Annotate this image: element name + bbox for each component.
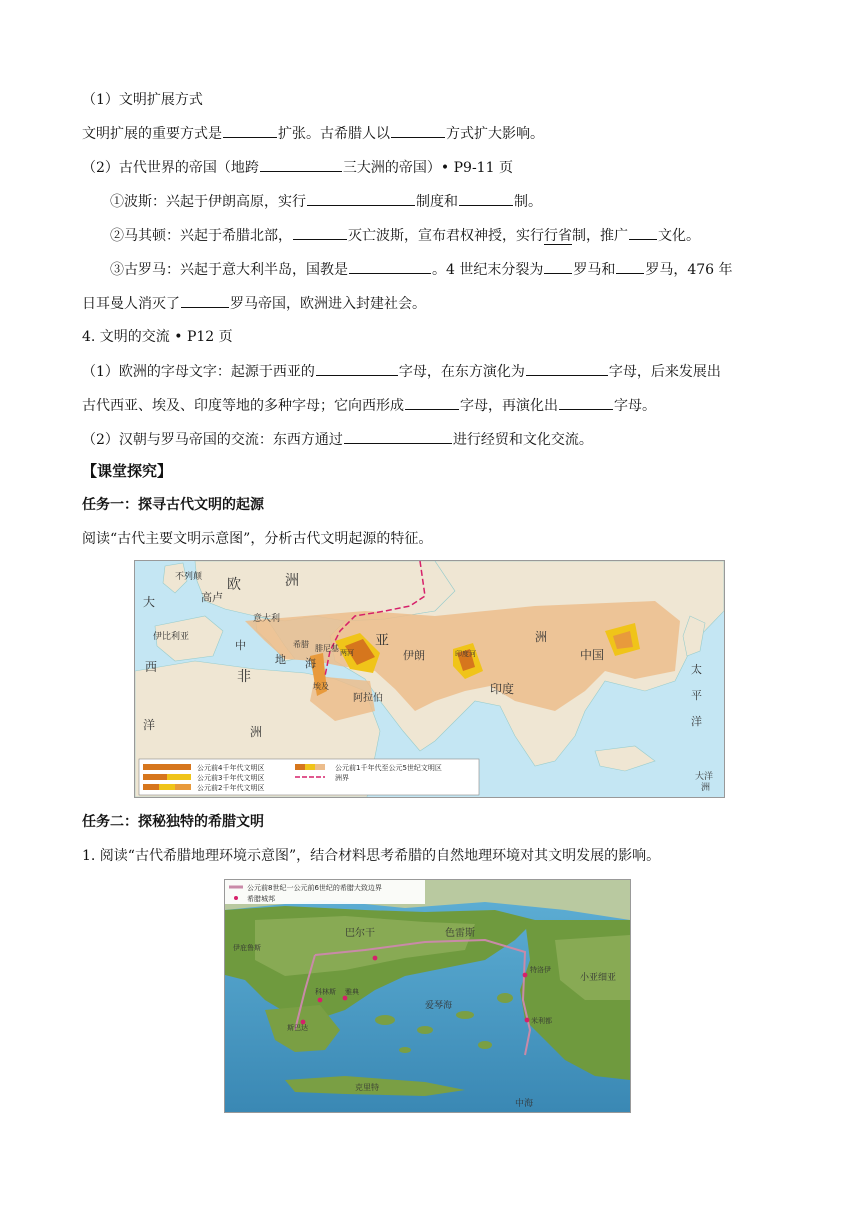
text-line [110, 191, 542, 212]
city-dot [523, 973, 528, 978]
text: ①波斯：兴起于伊朗高原，实行 [110, 194, 306, 210]
fill-blank[interactable] [544, 259, 572, 274]
fill-blank[interactable] [316, 361, 398, 376]
text: 字母。 [614, 398, 656, 414]
text: （1）欧洲的字母文字：起源于西亚的 [82, 364, 315, 380]
legend-swatch-1st-c [315, 764, 325, 770]
city-dot [373, 956, 378, 961]
label-india: 印度 [490, 682, 515, 696]
text-line [82, 123, 544, 144]
text: 灭亡波斯，宣布君权神授，实行 [348, 228, 544, 244]
fill-blank[interactable] [459, 191, 513, 206]
legend-city-dot [234, 896, 238, 900]
legend-label: 希腊城邦 [247, 895, 275, 903]
label-oceania-1: 大洋 [695, 772, 714, 782]
label-iran: 伊朗 [403, 649, 425, 662]
fill-blank[interactable] [629, 225, 657, 240]
ancient-greece-map [224, 879, 631, 1113]
text: ②马其顿：兴起于希腊北部， [110, 228, 292, 244]
label-mesopotamia: 两河 [340, 649, 354, 657]
legend-label: 公元前2千年代文明区 [197, 784, 265, 792]
underlined-text: 行省 [544, 228, 572, 244]
island [417, 1026, 433, 1034]
text: 扩张。古希腊人以 [278, 126, 390, 142]
legend-label: 洲界 [335, 774, 349, 782]
legend-swatch-1st-b [305, 764, 315, 770]
text: 罗马，476 年 [645, 262, 733, 278]
text: （2）古代世界的帝国（地跨 [82, 160, 259, 176]
city-dot [343, 996, 348, 1001]
label-asia-2: 洲 [535, 630, 548, 644]
fill-blank[interactable] [344, 429, 452, 444]
map-svg [135, 561, 724, 797]
label-greece: 希腊 [293, 640, 309, 649]
label-pacific-3: 洋 [691, 715, 702, 728]
text: 三大洲的帝国）• P9-11 页 [342, 160, 513, 176]
map-svg [225, 880, 630, 1112]
text-line [110, 259, 733, 280]
legend-swatch-3rd-a [143, 774, 167, 780]
label-atlantic: 大 [143, 595, 156, 609]
label-asia-minor: 小亚细亚 [580, 973, 617, 983]
legend-swatch-1st-a [295, 764, 305, 770]
label-oceania-2: 洲 [701, 783, 711, 793]
fill-blank[interactable] [559, 395, 613, 410]
fill-blank[interactable] [405, 395, 459, 410]
island [456, 1011, 474, 1019]
label-ocean: 洋 [143, 718, 156, 732]
fill-blank[interactable] [616, 259, 644, 274]
label-indus: 印度河 [455, 650, 476, 658]
label-gaul: 高卢 [201, 591, 223, 604]
text: 罗马帝国，欧洲进入封建社会。 [230, 296, 426, 312]
label-troy: 特洛伊 [530, 966, 551, 974]
text: 制。 [514, 194, 542, 210]
text: 罗马和 [573, 262, 616, 278]
label-med-2: 地 [275, 653, 286, 666]
text: 古代西亚、埃及、印度等地的多种字母；它向西形成 [82, 398, 404, 414]
legend-swatch-2nd-c [175, 784, 191, 790]
text: 字母，在东方演化为 [398, 364, 525, 380]
task-title: 任务一：探寻古代文明的起源 [82, 497, 264, 513]
label-iberia: 伊比利亚 [153, 632, 190, 642]
city-dot [318, 998, 323, 1003]
island [497, 993, 513, 1003]
text-line [82, 429, 593, 450]
label-phoenicia: 腓尼基 [315, 644, 339, 653]
instruction-text: 阅读“古代主要文明示意图”，分析古代文明起源的特征。 [82, 531, 433, 547]
text-line [82, 90, 203, 110]
island [399, 1047, 411, 1053]
section-title: 【课堂探究】 [82, 462, 173, 480]
label-egypt: 埃及 [313, 682, 329, 691]
fill-blank[interactable] [181, 293, 229, 308]
text: （2）汉朝与罗马帝国的交流：东西方通过 [82, 432, 343, 448]
text-line [82, 157, 513, 178]
label-pacific-2: 平 [691, 689, 702, 702]
text: 日耳曼人消灭了 [82, 296, 180, 312]
section-heading: 4. 文明的交流 • P12 页 [82, 329, 233, 345]
text-line [82, 327, 233, 347]
label-balkans: 巴尔干 [345, 928, 375, 939]
legend-swatch-2nd-b [159, 784, 175, 790]
fill-blank[interactable] [526, 361, 608, 376]
label-pacific-1: 太 [691, 663, 702, 676]
text: ③古罗马：兴起于意大利半岛，国教是 [110, 262, 348, 278]
legend-label: 公元前4千年代文明区 [197, 764, 265, 772]
label-miletus: 米利都 [531, 1017, 552, 1025]
instruction-text: 1. 阅读“古代希腊地理环境示意图”，结合材料思考希腊的自然地理环境对其文明发展的影响。 [82, 848, 661, 864]
fill-blank[interactable] [391, 123, 445, 138]
label-med-1: 中 [235, 639, 246, 652]
text: 方式扩大影响。 [446, 126, 544, 142]
text: 制度和 [416, 194, 458, 210]
label-west: 西 [145, 660, 158, 674]
label-china: 中国 [580, 648, 605, 662]
label-europe-1: 欧 [227, 577, 241, 593]
label-italy: 意大利 [253, 614, 281, 624]
label-britain: 不列颠 [175, 572, 203, 582]
text: 进行经贸和文化交流。 [452, 432, 593, 448]
legend-swatch-3rd-b [167, 774, 191, 780]
task-title: 任务二：探秘独特的希腊文明 [82, 814, 264, 830]
ancient-civilizations-map [134, 560, 725, 798]
text-line [82, 293, 426, 314]
label-athens: 雅典 [345, 988, 359, 996]
fill-blank[interactable] [307, 191, 415, 206]
text: 制，推广 [572, 228, 628, 244]
legend-label: 公元前1千年代至公元5世纪文明区 [335, 764, 442, 772]
legend-label: 公元前8世纪一公元前6世纪的希腊大致边界 [247, 884, 382, 892]
label-africa-1: 非 [237, 669, 251, 685]
label-corinth: 科林斯 [315, 988, 336, 996]
label-asia-1: 亚 [375, 633, 389, 649]
text: 字母，再演化出 [460, 398, 558, 414]
section-heading: （1）文明扩展方式 [82, 92, 203, 108]
label-thrace: 色雷斯 [445, 928, 475, 939]
island [478, 1041, 492, 1049]
fill-blank[interactable] [293, 225, 347, 240]
text-line [110, 225, 700, 246]
text: 文明扩展的重要方式是 [82, 126, 222, 142]
label-mediterranean: 中海 [515, 1099, 534, 1109]
text-line [82, 361, 721, 382]
label-sparta: 斯巴达 [287, 1024, 308, 1032]
label-africa-2: 洲 [250, 725, 263, 739]
island [375, 1015, 395, 1025]
legend-swatch-2nd-a [143, 784, 159, 790]
label-crete: 克里特 [355, 1083, 379, 1092]
label-arabia: 阿拉伯 [353, 693, 383, 704]
text: 。4 世纪末分裂为 [432, 262, 544, 278]
label-europe-2: 洲 [285, 573, 299, 589]
fill-blank[interactable] [223, 123, 277, 138]
text-line [82, 395, 656, 416]
label-epirus: 伊庇鲁斯 [233, 944, 261, 952]
legend-swatch-4th [143, 764, 191, 770]
fill-blank[interactable] [260, 157, 342, 172]
label-aegean: 爱琴海 [425, 1001, 453, 1011]
label-med-3: 海 [305, 657, 316, 670]
city-dot [525, 1018, 530, 1023]
legend-label: 公元前3千年代文明区 [197, 774, 265, 782]
text: 文化。 [658, 228, 700, 244]
fill-blank[interactable] [349, 259, 431, 274]
text: 字母，后来发展出 [608, 364, 721, 380]
